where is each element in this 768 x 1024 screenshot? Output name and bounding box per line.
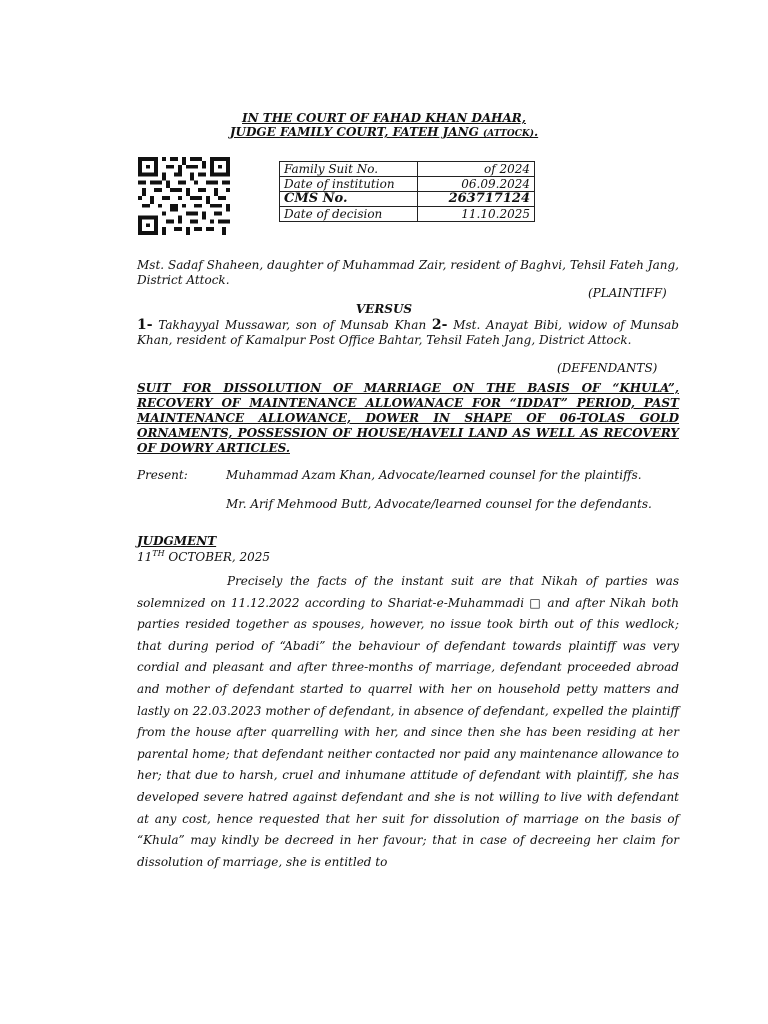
court-district: (ATTOCK) (483, 129, 534, 139)
table-row (280, 192, 535, 207)
table-cell-value: 263717124 (418, 192, 535, 207)
judgment-heading: JUDGMENT (137, 534, 217, 548)
table-cell-label: Date of institution (280, 177, 418, 192)
table-cell-label: Family Suit No. (280, 162, 418, 177)
court-title-line1 (0, 111, 768, 125)
court-title-line2 (0, 125, 768, 139)
defendant-2-text: Mst. Anayat Bibi, widow of Munsab Khan, resident of Kamalpur Post Office Bahtar, Tehsil Fateh Jang, District Attock. (137, 318, 679, 347)
table-cell-label: CMS No. (280, 192, 418, 207)
defendant-2-number: 2- (431, 317, 448, 333)
table-row (280, 177, 535, 192)
table-cell-value: 11.10.2025 (418, 207, 535, 222)
table-cell-value: 06.09.2024 (418, 177, 535, 192)
case-info-table (279, 161, 535, 222)
qr-code-icon (138, 157, 230, 235)
judgment-body: Precisely the facts of the instant suit are that Nikah of parties was solemnized on 11.12.2022 according to Shariat-e-Muhammadi □ and after Nikah both parties resided together as spouses, however, no issue took birth out of this wedlock; that during period of “Abadi” the behaviour of defendant towards plaintiff was very cordial and pleasant and after three-months of marriage, defendant proceeded abroad and mother of defendant started to quarrel with her on household petty matters and lastly on 22.03.2023 mother of defendant, in absence of defendant, expelled the plaintiff from the house after quarrelling with her, and since then she has been residing at her parental home; that defendant neither contacted nor paid any maintenance allowance to her; that due to harsh, cruel and inhumane attitude of defendant with plaintiff, she has developed severe hatred against defendant and she is not willing to live with defendant at any cost, hence requested that her suit for dissolution of marriage on the basis of “Khula” may kindly be decreed in her favour; that in case of decreeing her claim for dissolution of marriage, she is entitled to (137, 574, 679, 869)
counsel-defendants: Mr. Arif Mehmood Butt, Advocate/learned counsel for the defendants. (226, 497, 652, 511)
judgment-date-day: 11 (137, 550, 153, 564)
judgment-date (137, 549, 270, 564)
plaintiff-role: (PLAINTIFF) (588, 286, 667, 300)
judgment-date-rest: OCTOBER, 2025 (164, 550, 271, 564)
present-label: Present: (137, 468, 188, 482)
suit-caption: SUIT FOR DISSOLUTION OF MARRIAGE ON THE BASIS OF “KHULA”, RECOVERY OF MAINTENANCE ALLOWANACE FOR “IDDAT” PERIOD, PAST MAINTENANCE ALLOWANCE, DOWER IN SHAPE OF 06-TOLAS GOLD ORNAMENTS, POSSESSION OF HOUSE/HAVELI LAND AS WELL AS RECOVERY OF DOWRY ARTICLES. (137, 381, 679, 455)
table-row (280, 162, 535, 177)
table-row (280, 207, 535, 222)
defendant-role: (DEFENDANTS) (557, 361, 658, 375)
plaintiff-paragraph: Mst. Sadaf Shaheen, daughter of Muhammad Zair, resident of Baghvi, Tehsil Fateh Jang, District Attock. (137, 258, 679, 287)
defendant-1-number: 1- (137, 317, 153, 333)
versus-heading: VERSUS (355, 302, 413, 316)
table-cell-value: of 2024 (418, 162, 535, 177)
counsel-plaintiff: Muhammad Azam Khan, Advocate/learned counsel for the plaintiffs. (226, 468, 642, 482)
defendant-1-text: Takhayyal Mussawar, son of Munsab Khan (152, 318, 432, 332)
judgment-date-suffix: TH (152, 549, 165, 558)
court-title-period: . (533, 125, 539, 139)
court-designation: JUDGE FAMILY COURT, FATEH JANG (229, 125, 484, 139)
court-name: IN THE COURT OF FAHAD KHAN DAHAR, (242, 111, 526, 125)
defendants-paragraph (137, 318, 679, 348)
table-cell-label: Date of decision (280, 207, 418, 222)
